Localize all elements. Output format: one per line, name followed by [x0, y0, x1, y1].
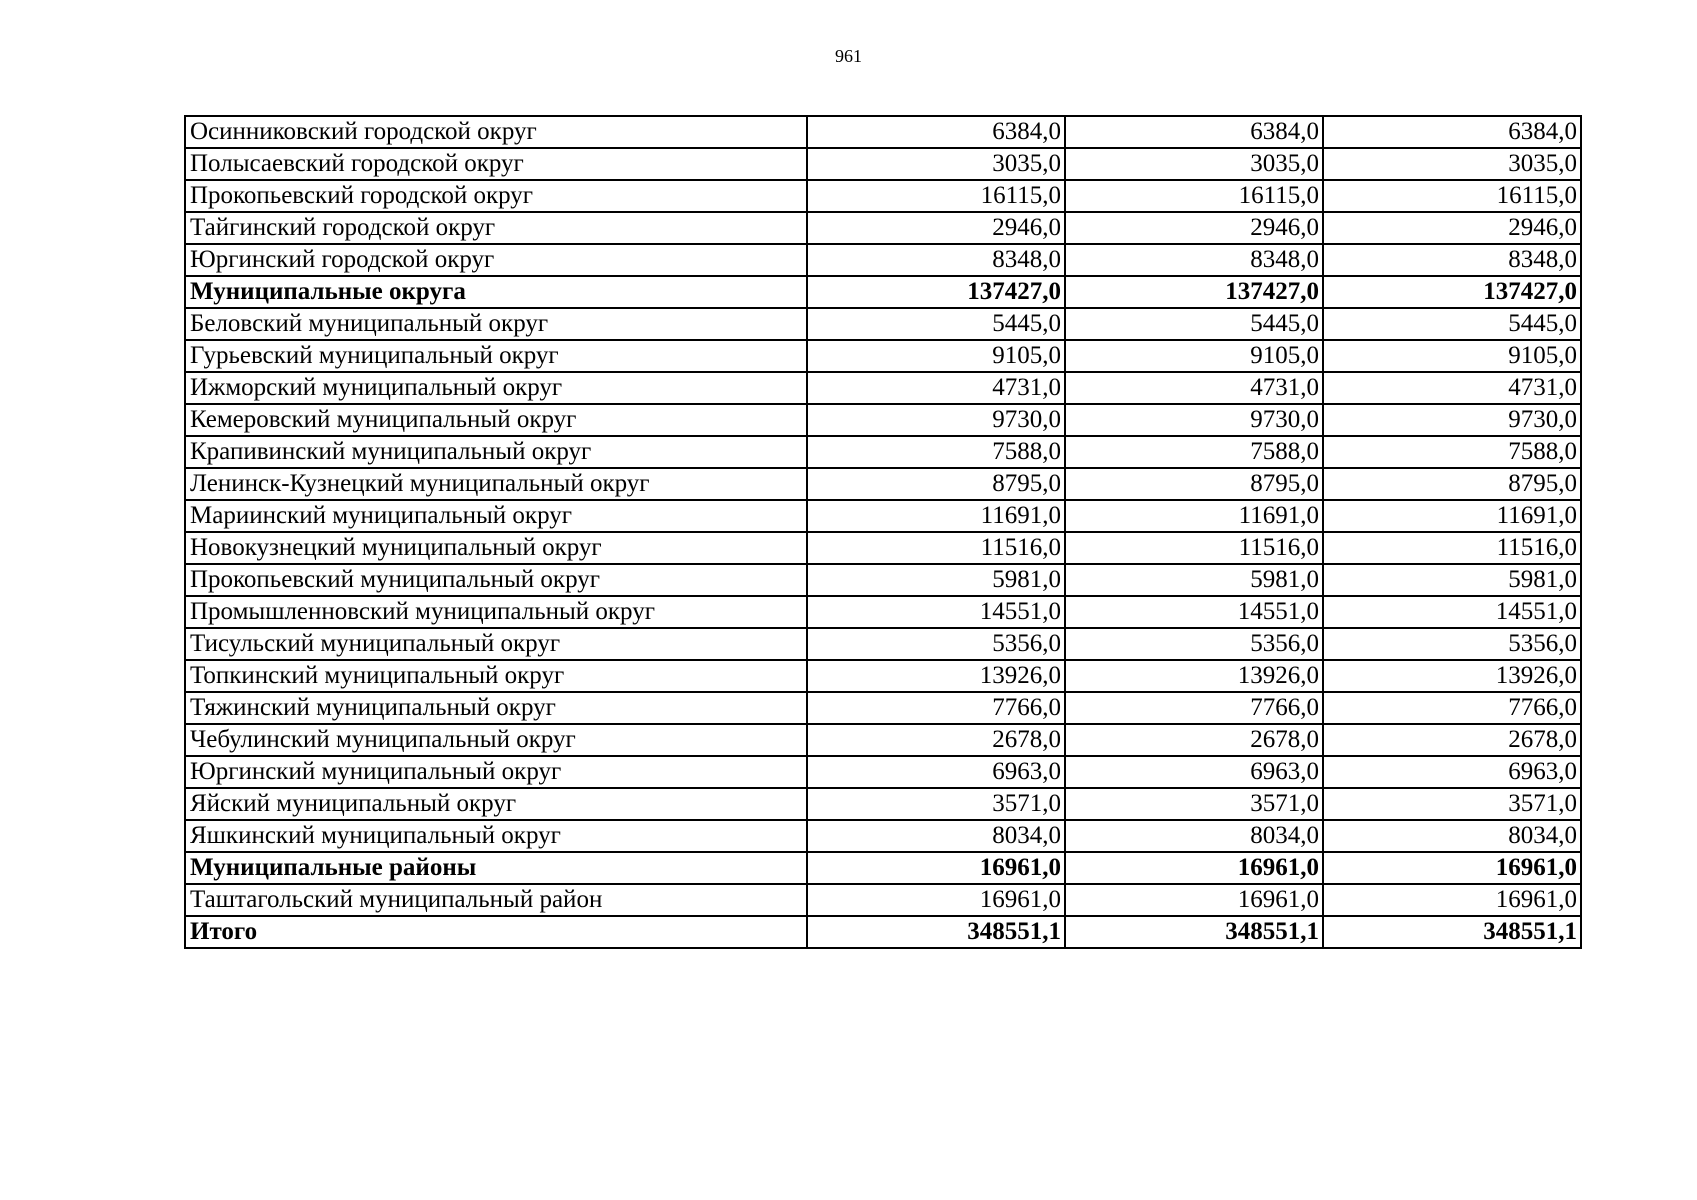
table-row [185, 340, 1581, 372]
row-value-cell-2: 7588,0 [1065, 436, 1323, 468]
row-value-cell-3: 4731,0 [1323, 372, 1581, 404]
row-value-cell-3: 7588,0 [1323, 436, 1581, 468]
row-value-cell-1: 16961,0 [807, 852, 1065, 884]
row-value-cell-1: 13926,0 [807, 660, 1065, 692]
row-name-cell: Тяжинский муниципальный округ [185, 692, 807, 724]
row-value-cell-2: 137427,0 [1065, 276, 1323, 308]
table-row [185, 308, 1581, 340]
row-value-cell-1: 6963,0 [807, 756, 1065, 788]
row-value-cell-3: 16961,0 [1323, 852, 1581, 884]
row-value-cell-3: 2946,0 [1323, 212, 1581, 244]
table-row-subtotal [185, 916, 1581, 948]
row-value-cell-1: 3571,0 [807, 788, 1065, 820]
row-value-cell-3: 3035,0 [1323, 148, 1581, 180]
row-value-cell-1: 3035,0 [807, 148, 1065, 180]
row-value-cell-2: 5356,0 [1065, 628, 1323, 660]
row-value-cell-1: 16115,0 [807, 180, 1065, 212]
row-value-cell-1: 7766,0 [807, 692, 1065, 724]
row-name-cell: Кемеровский муниципальный округ [185, 404, 807, 436]
row-value-cell-3: 5445,0 [1323, 308, 1581, 340]
row-value-cell-1: 348551,1 [807, 916, 1065, 948]
table-row-subtotal [185, 852, 1581, 884]
table-row [185, 148, 1581, 180]
row-value-cell-2: 3035,0 [1065, 148, 1323, 180]
row-value-cell-2: 9105,0 [1065, 340, 1323, 372]
row-value-cell-2: 5981,0 [1065, 564, 1323, 596]
row-value-cell-2: 5445,0 [1065, 308, 1323, 340]
row-value-cell-1: 137427,0 [807, 276, 1065, 308]
row-value-cell-1: 6384,0 [807, 116, 1065, 148]
row-name-cell: Яйский муниципальный округ [185, 788, 807, 820]
table-row [185, 596, 1581, 628]
row-value-cell-3: 348551,1 [1323, 916, 1581, 948]
row-name-cell: Ленинск-Кузнецкий муниципальный округ [185, 468, 807, 500]
row-name-cell: Тисульский муниципальный округ [185, 628, 807, 660]
row-name-cell: Тайгинский городской округ [185, 212, 807, 244]
table-row [185, 692, 1581, 724]
table-row-subtotal [185, 276, 1581, 308]
row-name-cell: Муниципальные районы [185, 852, 807, 884]
table-row [185, 116, 1581, 148]
table-row [185, 628, 1581, 660]
row-name-cell: Беловский муниципальный округ [185, 308, 807, 340]
row-value-cell-1: 9730,0 [807, 404, 1065, 436]
row-value-cell-1: 7588,0 [807, 436, 1065, 468]
row-value-cell-1: 16961,0 [807, 884, 1065, 916]
row-name-cell: Таштагольский муниципальный район [185, 884, 807, 916]
row-name-cell: Промышленновский муниципальный округ [185, 596, 807, 628]
table-row [185, 404, 1581, 436]
row-value-cell-2: 11691,0 [1065, 500, 1323, 532]
row-value-cell-2: 6963,0 [1065, 756, 1323, 788]
row-value-cell-1: 2678,0 [807, 724, 1065, 756]
table-row [185, 788, 1581, 820]
row-name-cell: Гурьевский муниципальный округ [185, 340, 807, 372]
row-value-cell-1: 2946,0 [807, 212, 1065, 244]
row-value-cell-2: 8034,0 [1065, 820, 1323, 852]
table-row [185, 244, 1581, 276]
row-name-cell: Прокопьевский муниципальный округ [185, 564, 807, 596]
row-value-cell-3: 6963,0 [1323, 756, 1581, 788]
row-value-cell-1: 5981,0 [807, 564, 1065, 596]
row-value-cell-3: 8348,0 [1323, 244, 1581, 276]
row-value-cell-2: 3571,0 [1065, 788, 1323, 820]
row-value-cell-2: 2946,0 [1065, 212, 1323, 244]
row-name-cell: Муниципальные округа [185, 276, 807, 308]
row-value-cell-3: 7766,0 [1323, 692, 1581, 724]
row-value-cell-1: 8348,0 [807, 244, 1065, 276]
row-value-cell-2: 8348,0 [1065, 244, 1323, 276]
table-row [185, 660, 1581, 692]
row-value-cell-3: 16961,0 [1323, 884, 1581, 916]
table-row [185, 532, 1581, 564]
row-value-cell-3: 8795,0 [1323, 468, 1581, 500]
row-value-cell-2: 6384,0 [1065, 116, 1323, 148]
row-value-cell-1: 8034,0 [807, 820, 1065, 852]
row-name-cell: Мариинский муниципальный округ [185, 500, 807, 532]
row-value-cell-2: 16961,0 [1065, 884, 1323, 916]
table-row [185, 212, 1581, 244]
row-value-cell-3: 9730,0 [1323, 404, 1581, 436]
row-value-cell-1: 9105,0 [807, 340, 1065, 372]
row-value-cell-3: 16115,0 [1323, 180, 1581, 212]
row-value-cell-3: 9105,0 [1323, 340, 1581, 372]
table-row [185, 884, 1581, 916]
row-value-cell-3: 2678,0 [1323, 724, 1581, 756]
page-number: 961 [835, 46, 862, 66]
row-name-cell: Новокузнецкий муниципальный округ [185, 532, 807, 564]
row-name-cell: Полысаевский городской округ [185, 148, 807, 180]
row-value-cell-3: 11691,0 [1323, 500, 1581, 532]
table-row [185, 564, 1581, 596]
table-row [185, 820, 1581, 852]
row-value-cell-2: 7766,0 [1065, 692, 1323, 724]
row-value-cell-2: 16961,0 [1065, 852, 1323, 884]
row-value-cell-1: 8795,0 [807, 468, 1065, 500]
row-value-cell-2: 9730,0 [1065, 404, 1323, 436]
row-value-cell-1: 11516,0 [807, 532, 1065, 564]
row-name-cell: Прокопьевский городской округ [185, 180, 807, 212]
row-value-cell-3: 5356,0 [1323, 628, 1581, 660]
row-value-cell-2: 13926,0 [1065, 660, 1323, 692]
row-value-cell-3: 137427,0 [1323, 276, 1581, 308]
row-value-cell-3: 14551,0 [1323, 596, 1581, 628]
row-value-cell-3: 6384,0 [1323, 116, 1581, 148]
row-value-cell-2: 348551,1 [1065, 916, 1323, 948]
row-value-cell-3: 3571,0 [1323, 788, 1581, 820]
table-row [185, 372, 1581, 404]
row-value-cell-1: 14551,0 [807, 596, 1065, 628]
row-value-cell-2: 16115,0 [1065, 180, 1323, 212]
row-value-cell-2: 4731,0 [1065, 372, 1323, 404]
row-value-cell-1: 11691,0 [807, 500, 1065, 532]
row-name-cell: Итого [185, 916, 807, 948]
row-name-cell: Юргинский городской округ [185, 244, 807, 276]
row-value-cell-2: 2678,0 [1065, 724, 1323, 756]
row-value-cell-1: 4731,0 [807, 372, 1065, 404]
row-name-cell: Юргинский муниципальный округ [185, 756, 807, 788]
row-value-cell-3: 11516,0 [1323, 532, 1581, 564]
row-value-cell-3: 13926,0 [1323, 660, 1581, 692]
row-value-cell-2: 8795,0 [1065, 468, 1323, 500]
row-name-cell: Крапивинский муниципальный округ [185, 436, 807, 468]
table-row [185, 436, 1581, 468]
row-name-cell: Чебулинский муниципальный округ [185, 724, 807, 756]
row-value-cell-1: 5356,0 [807, 628, 1065, 660]
table-row [185, 756, 1581, 788]
row-value-cell-2: 14551,0 [1065, 596, 1323, 628]
row-value-cell-1: 5445,0 [807, 308, 1065, 340]
budget-table [184, 115, 1582, 949]
table-body [185, 116, 1581, 948]
row-name-cell: Ижморский муниципальный округ [185, 372, 807, 404]
row-name-cell: Осинниковский городской округ [185, 116, 807, 148]
row-value-cell-3: 8034,0 [1323, 820, 1581, 852]
table-row [185, 500, 1581, 532]
row-name-cell: Топкинский муниципальный округ [185, 660, 807, 692]
row-name-cell: Яшкинский муниципальный округ [185, 820, 807, 852]
row-value-cell-3: 5981,0 [1323, 564, 1581, 596]
table-row [185, 180, 1581, 212]
table-row [185, 724, 1581, 756]
row-value-cell-2: 11516,0 [1065, 532, 1323, 564]
table-row [185, 468, 1581, 500]
